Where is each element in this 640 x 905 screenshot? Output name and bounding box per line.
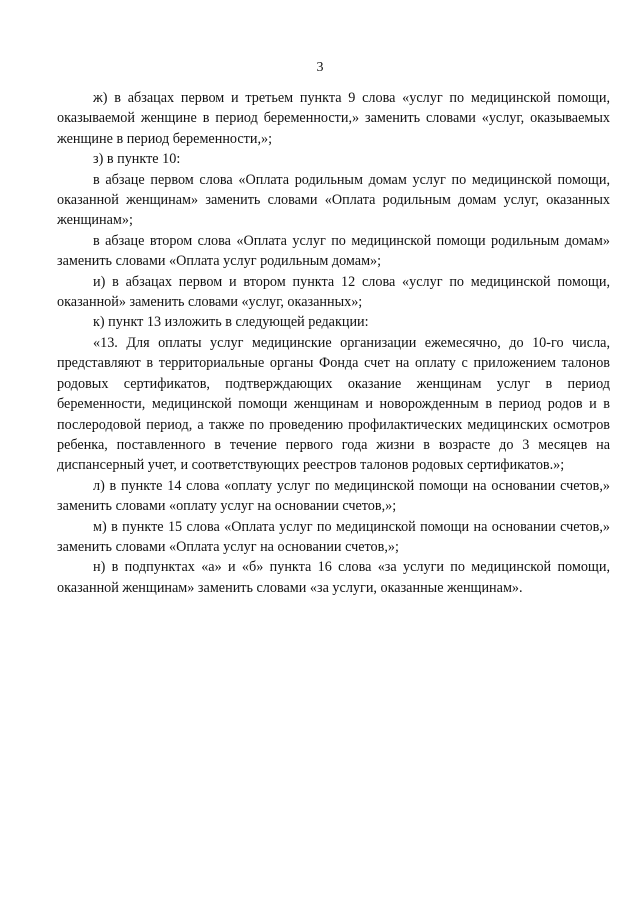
paragraph-m-item-15: м) в пункте 15 слова «Оплата услуг по медицинской помощи на основании счетов,» заменить словами «Оплата услуг на основании счетов,»;: [57, 518, 610, 555]
paragraph-i-item-12: и) в абзацах первом и втором пункта 12 слова «услуг по медицинской помощи, оказанной» заменить словами «услуг, оказанных»;: [57, 273, 610, 311]
paragraph-item-10-first: в абзаце первом слова «Оплата родильным домам услуг по медицинской помощи, оказанной женщинам» заменить словами «Оплата родильным домам услуг, оказанных женщинам»;: [57, 171, 610, 229]
paragraph-zh-item-9: ж) в абзацах первом и третьем пункта 9 слова «услуг по медицинской помощи, оказываемой женщине в период беременности,» заменить словами «услуг, оказываемых женщине в период беременности,»;: [57, 90, 610, 147]
paragraph-z-item-10: з) в пункте 10:: [93, 151, 181, 168]
paragraph-item-10-second: в абзаце втором слова «Оплата услуг по медицинской помощи родильным домам» заменить словами «Оплата услуг родильным домам»;: [57, 232, 610, 270]
paragraph-item-13-text: «13. Для оплаты услуг медицинские организации ежемесячно, до 10-го числа, представляют в территориальные органы Фонда счет на оплату с приложением талонов родовых сертификатов, подтверждающих оказание женщинам услуг в период беременности, медицинской помощи женщинам и новорожденным в период родов и в послеродовой период, а также по проведению профилактических медицинских осмотров ребенка, поставленного в течение первого года жизни в возрасте до 3 месяцев на диспансерный учет, и соответствующих реестров талонов родовых сертификатов.»;: [57, 334, 610, 474]
paragraph-k-item-13: к) пункт 13 изложить в следующей редакции:: [93, 314, 369, 331]
paragraph-n-item-16: н) в подпунктах «а» и «б» пункта 16 слова «за услуги по медицинской помощи, оказанной женщинам» заменить словами «за услуги, оказанные женщинам».: [57, 559, 610, 596]
page-number: 3: [316, 60, 324, 75]
paragraph-l-item-14: л) в пункте 14 слова «оплату услуг по медицинской помощи на основании счетов,» заменить словами «оплату услуг на основании счетов,»;: [57, 477, 610, 515]
document-body: [57, 88, 610, 598]
